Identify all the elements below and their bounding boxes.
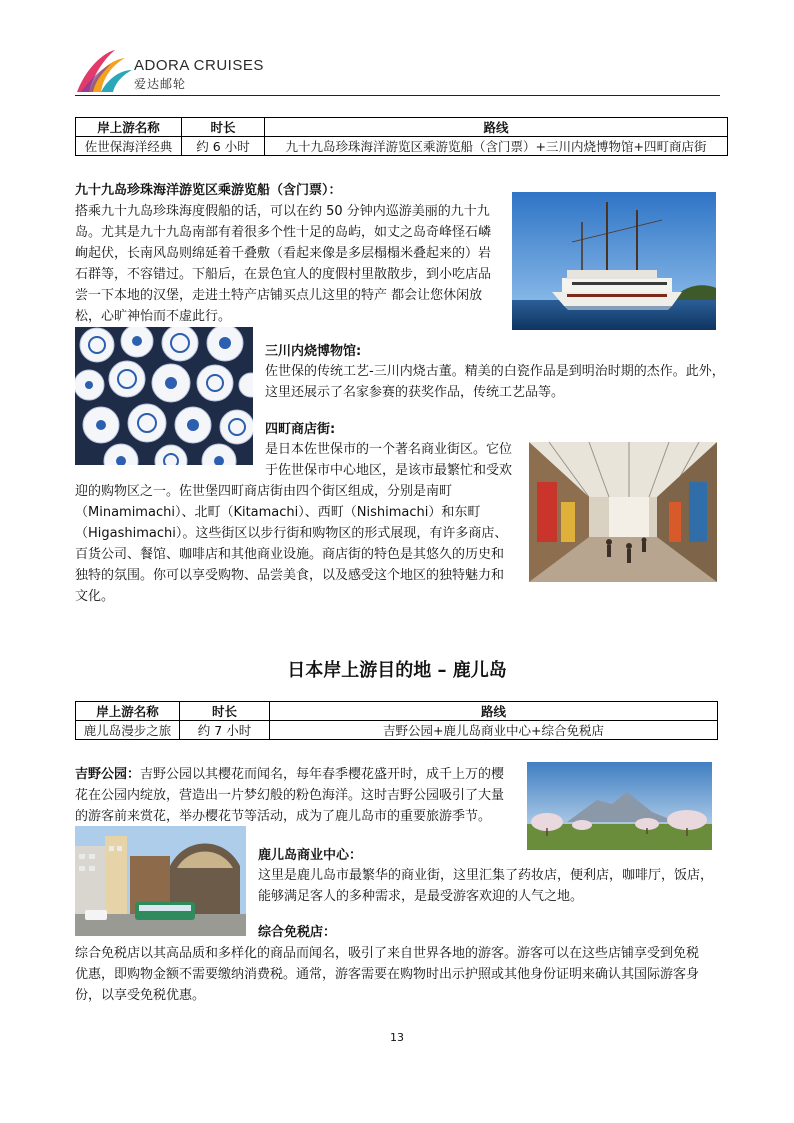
table-cell-route: 吉野公园+鹿儿岛商业中心+综合免税店 [270, 721, 718, 740]
paragraph-mikawachi [265, 361, 725, 403]
photo-mikawachi-porcelain [75, 327, 253, 465]
text-line: 尝一下本地的汉堡，走进土特产店铺买点儿这里的特产 都会让您休闲放 [75, 288, 483, 303]
text-line: 迎的购物区之一。佐世堡四町商店街由四个街区组成，分别是南町 [75, 484, 453, 499]
adora-logo [75, 48, 133, 93]
text-line [75, 764, 521, 785]
text-line: 于佐世保市中心地区，是该市最繁忙和受欢 [265, 463, 513, 478]
section-title-kagoshima: 日本岸上游目的地 – 鹿儿岛 [287, 660, 507, 681]
paragraph-yonkacho [75, 481, 525, 607]
paragraph-yonkacho-top [265, 439, 525, 481]
excursion-table-kagoshima [75, 701, 718, 740]
table-header-duration: 时长 [180, 702, 270, 721]
text-line: 独特的氛围。你可以享受购物、品尝美食，以及感受这个地区的独特魅力和 [75, 568, 505, 583]
text-line: 份，以享受免税优惠。 [75, 988, 206, 1003]
text-line: 花在公园内绽放，营造出一片梦幻般的粉色海洋。这时吉野公园吸引了大量 [75, 788, 505, 803]
text-line: 百货公司、餐馆、咖啡店和其他商业设施。商店街的特色是其悠久的历史和 [75, 547, 505, 562]
brand-name-cn: 爱达邮轮 [134, 77, 187, 91]
table-cell-duration: 约 7 小时 [180, 721, 270, 740]
paragraph-yoshino-park [75, 764, 521, 827]
table-header-name: 岸上游名称 [76, 118, 182, 137]
text-line: （Higashimachi）。这些街区以步行街和购物区的形式展现，有许多商店、 [75, 526, 508, 541]
text-line: 综合免税店以其高品质和多样化的商品而闻名，吸引了来自世界各地的游客。游客可以在这些店铺享受到免税 [75, 946, 700, 961]
text-line: 是日本佐世保市的一个著名商业街区。它位 [265, 442, 513, 457]
photo-pirate-ship [512, 192, 716, 330]
photo-yoshino-park [527, 762, 712, 850]
table-header-duration: 时长 [182, 118, 265, 137]
text-line: 能够满足客人的多种需求，是最受游客欢迎的人气之地。 [258, 889, 584, 904]
text-line: 文化。 [75, 589, 115, 604]
paragraph-kujukushima [75, 201, 507, 327]
page-number: 13 [390, 1031, 404, 1044]
section-heading-yoshino-park: 吉野公园： [75, 767, 141, 782]
text-line: 峋起伏，长南风岛则绵延着千叠敷（看起来像是多层榻榻米叠起来的）岩 [75, 246, 492, 261]
text-line: 岛。尤其是九十九岛南部有着很多个性十足的岛屿，如丈之岛奇峰怪石嶙 [75, 225, 492, 240]
text-line: 的游客前来赏花，举办樱花节等活动，成为了鹿儿岛市的重要旅游季节。 [75, 809, 492, 824]
text-line: 石群等，不容错过。下船后，在景色宜人的度假村里散散步，到小吃店品 [75, 267, 492, 282]
text-run: 吉野公园以其樱花而闻名，每年春季樱花盛开时，成千上万的樱 [140, 767, 505, 782]
table-cell-name: 佐世保海洋经典 [76, 137, 182, 156]
text-line: 佐世保的传统工艺-三川内烧古董。精美的白瓷作品是到明治时期的杰作。此外， [265, 364, 725, 379]
brand-name-en: ADORA CRUISES [134, 57, 264, 74]
section-heading-mikawachi: 三川内烧博物馆: [265, 344, 362, 359]
section-heading-duty-free: 综合免税店： [258, 925, 337, 940]
header-divider [75, 95, 720, 96]
table-header-name: 岸上游名称 [76, 702, 180, 721]
table-row [76, 137, 728, 156]
table-header-route: 路线 [270, 702, 718, 721]
table-cell-route: 九十九岛珍珠海洋游览区乘游览船（含门票）+三川内烧博物馆+四町商店街 [265, 137, 728, 156]
excursion-table-sasebo [75, 117, 728, 156]
photo-shopping-arcade [529, 442, 717, 582]
paragraph-duty-free [75, 943, 735, 1006]
text-line: （Minamimachi）、北町（Kitamachi）、西町（Nishimachi）和东町 [75, 505, 481, 520]
text-line: 松，心旷神怡而不虚此行。 [75, 309, 232, 324]
table-header-row [76, 118, 728, 137]
section-heading-shopping-center: 鹿儿岛商业中心： [258, 848, 363, 863]
section-heading-yonkacho: 四町商店街: [265, 422, 336, 437]
photo-kagoshima-street [75, 826, 246, 936]
table-cell-duration: 约 6 小时 [182, 137, 265, 156]
text-line: 这里还展示了名家参赛的获奖作品，传统工艺品等。 [265, 385, 565, 400]
paragraph-shopping-center [258, 865, 728, 907]
text-line: 这里是鹿儿岛市最繁华的商业街，这里汇集了药妆店，便利店，咖啡厅，饭店， [258, 868, 714, 883]
table-cell-name: 鹿儿岛漫步之旅 [76, 721, 180, 740]
section-heading-kujukushima: 九十九岛珍珠海洋游览区乘游览船（含门票）： [75, 183, 342, 198]
table-header-route: 路线 [265, 118, 728, 137]
text-line: 优惠，即购物金额不需要缴纳消费税。通常，游客需要在购物时出示护照或其他身份证明来确认其国际游客身 [75, 967, 700, 982]
text-line: 搭乘九十九岛珍珠海度假船的话，可以在约 50 分钟内巡游美丽的九十九 [75, 204, 490, 219]
table-row [76, 721, 718, 740]
table-header-row [76, 702, 718, 721]
